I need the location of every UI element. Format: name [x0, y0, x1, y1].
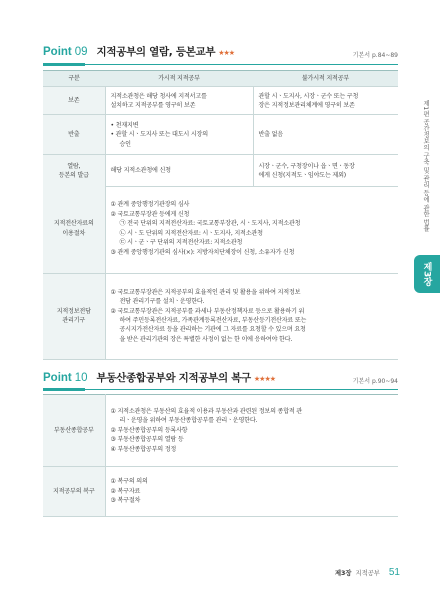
cell-line: ③ 부동산종합공부의 열람 등 — [110, 436, 184, 444]
label-line: 열람, — [67, 162, 81, 170]
row-label: 반출 — [43, 115, 105, 155]
table-row — [43, 115, 398, 155]
row-label — [43, 155, 105, 187]
cell-line: 공시지가전산자료 등을 관리하는 기관에 그 자료를 요청할 수 있으며 요청 — [119, 326, 306, 334]
page-number: 51 — [388, 567, 400, 578]
table-row — [43, 273, 398, 359]
cell-line: ㉢ 시ㆍ군ㆍ구 단위의 지적전산자료: 지적소관청 — [119, 239, 243, 247]
cell-line: 장은 지적정보관리체계에 영구히 보존 — [258, 101, 355, 109]
point9-heading — [43, 44, 234, 64]
cell-line: ② 부동산종합공부의 등록사항 — [110, 426, 188, 434]
table-row — [43, 467, 398, 517]
table-cell — [105, 273, 398, 359]
table-cell — [105, 87, 253, 115]
table-cell — [253, 155, 398, 187]
reference-page: 기본서 p.90~94 — [352, 378, 398, 385]
cell-line: • 관할 시ㆍ도지사 또는 대도시 시장의 — [110, 131, 208, 139]
cell-line: ③ 관계 중앙행정기관의 심사(×): 지방자치단체장이 신청, 소유자가 신청 — [110, 248, 295, 256]
cell-line: 을 받은 관리기관의 장은 특별한 사정이 없는 한 이에 응하여야 한다. — [119, 335, 293, 343]
table-cell — [105, 185, 398, 273]
chapter-tab: 제3장 — [414, 255, 440, 293]
table-cell — [105, 467, 398, 517]
cell-line: 관할 시ㆍ도지사, 시장ㆍ군수 또는 구청 — [258, 92, 359, 100]
header-cell: 구분 — [43, 71, 105, 87]
table-row — [43, 185, 398, 273]
label-line: 관리기구 — [62, 317, 86, 324]
table-cell — [253, 115, 398, 155]
divider-rule — [43, 389, 398, 390]
cell-line: • 천재지변 — [110, 121, 139, 129]
row-label: 지적공부의 복구 — [43, 467, 105, 517]
point-number: 09 — [74, 46, 88, 58]
cell-line: ① 지적소관청은 부동산의 효율적 이용과 부동산과 관련된 정보의 종합적 관 — [110, 407, 302, 415]
point-label: Point — [43, 372, 72, 384]
point-number: 10 — [74, 372, 88, 384]
part-vertical-title: 제1편 공간정보의 구축 및 관리 등에 관한 법률 — [422, 100, 429, 232]
cell-line: 반출 없음 — [258, 131, 283, 139]
row-label: 보존 — [43, 87, 105, 115]
header-cell: 가시적 지적공부 — [105, 71, 253, 87]
reference-page: 기본서 p.84~89 — [352, 52, 398, 59]
cell-line: ② 국토교통부장관 등에게 신청 — [110, 210, 190, 218]
point10-heading — [43, 370, 275, 390]
row-label — [43, 185, 105, 273]
cell-line: 하여 주민등록전산자료, 가족관계등록전산자료, 부동산등기전산자료 또는 — [119, 317, 307, 324]
header-cell: 불가시적 지적공부 — [253, 71, 398, 87]
cell-line: 지적소관청은 해당 청사에 지적서고를 — [110, 92, 207, 100]
cell-line: ① 복구의 의의 — [110, 478, 148, 486]
point10-table — [43, 394, 398, 517]
point-label: Point — [43, 46, 72, 58]
divider-rule — [43, 64, 398, 65]
importance-stars: ★★★★ — [253, 375, 276, 383]
cell-line: 에게 신청(지적도ㆍ임야도는 제외) — [258, 171, 346, 179]
importance-stars: ★★★ — [218, 49, 235, 57]
cell-line: 시장ㆍ군수, 구청장이나 읍ㆍ면ㆍ동장 — [258, 162, 355, 170]
label-line: 등본의 발급 — [58, 171, 89, 179]
cell-line: 전담 관리기구를 설치ㆍ운영한다. — [119, 298, 205, 306]
point9-comparison-table — [43, 70, 398, 187]
cell-line: 승인 — [119, 140, 131, 148]
cell-line: ② 국토교통부장관은 지적공부를 과세나 부동산정책자료 등으로 활용하기 위 — [110, 307, 305, 315]
row-label: 부동산종합공부 — [43, 395, 105, 467]
table-cell — [253, 87, 398, 115]
table-row — [43, 395, 398, 467]
label-line: 지적정보전담 — [56, 307, 91, 315]
cell-line: ㉠ 전국 단위의 지적전산자료: 국토교통부장관, 시ㆍ도지사, 지적소관청 — [119, 220, 301, 228]
cell-line: ㉡ 시ㆍ도 단위의 지적전산자료: 시ㆍ도지사, 지적소관청 — [119, 229, 263, 237]
label-line: 이용절차 — [62, 229, 86, 237]
footer-chapter-title: 지적공부 — [355, 570, 380, 577]
section-title: 지적공부의 열람, 등본교부 — [96, 46, 216, 58]
table-row — [43, 87, 398, 115]
cell-line: 해당 지적소관청에 신청 — [110, 167, 171, 175]
cell-line: ② 복구자료 — [110, 487, 141, 495]
table-cell — [105, 155, 253, 187]
footer-chapter: 제3장 — [334, 570, 352, 577]
section-title: 부동산종합공부와 지적공부의 복구 — [96, 372, 251, 384]
cell-line: 설치하고 지적공부를 영구히 보존 — [110, 101, 196, 109]
label-line: 지적전산자료의 — [53, 220, 94, 228]
cell-line: ③ 복구절차 — [110, 497, 141, 505]
table-header-row — [43, 71, 398, 87]
cell-line: 리ㆍ운영을 위하여 부동산종합공부를 관리ㆍ운영한다. — [119, 417, 258, 425]
cell-line: ① 관계 중앙행정기관장의 심사 — [110, 201, 190, 209]
page-footer — [335, 567, 400, 578]
cell-line: ④ 부동산종합공부의 정정 — [110, 445, 177, 453]
table-cell — [105, 115, 253, 155]
cell-line: ① 국토교통부장관은 지적공부의 효율적인 관리 및 활용을 위하여 지적정보 — [110, 288, 301, 296]
table-cell — [105, 395, 398, 467]
point9-detail-table — [43, 185, 398, 360]
row-label — [43, 273, 105, 359]
table-row — [43, 155, 398, 187]
